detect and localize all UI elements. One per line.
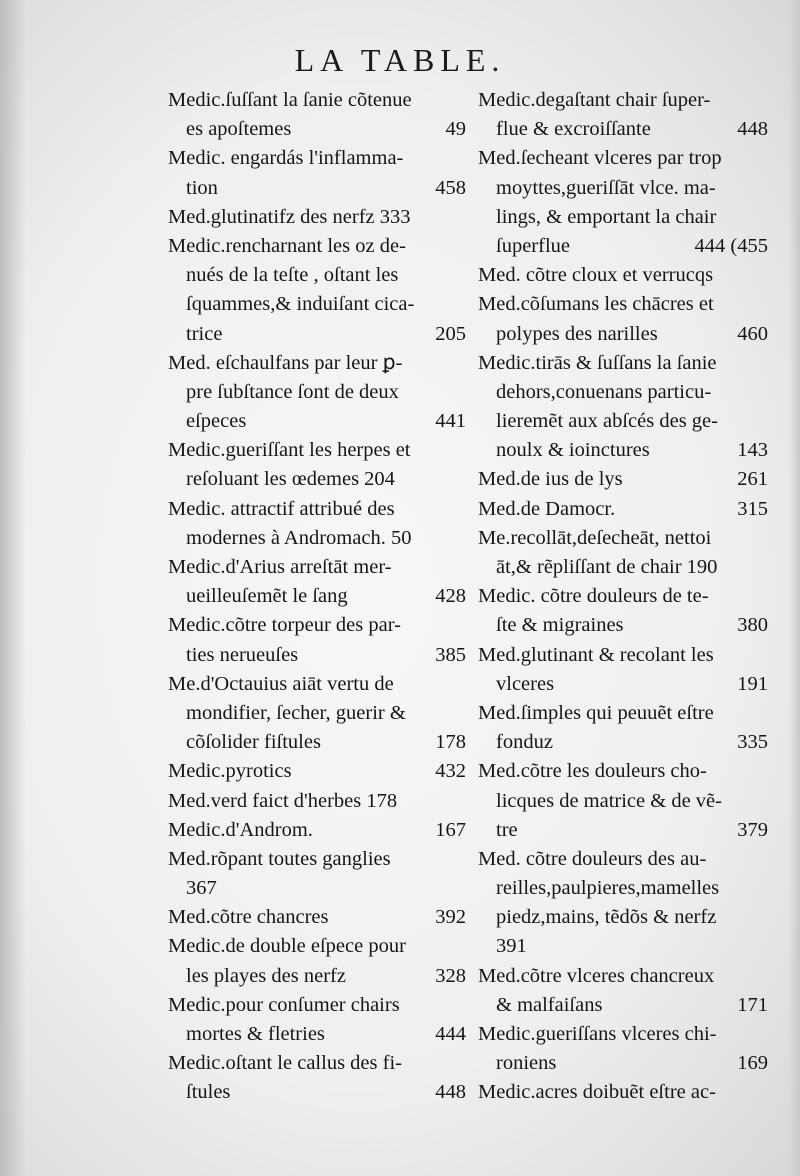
- index-entry-text: Me.d'Octauius aiāt vertu de: [168, 672, 394, 695]
- index-entry-text: Med.de ius de lys: [478, 468, 623, 491]
- index-entry-text: modernes à Andromach. 50: [186, 526, 412, 549]
- index-entry-text: reilles,paulpieres,mamelles: [496, 877, 720, 900]
- index-line: [478, 1020, 768, 1049]
- index-entry-text: piedz,mains, tẽdõs & nerfz: [496, 906, 717, 929]
- page-number: [760, 787, 768, 816]
- index-entry-text: Medic.cõtre torpeur des par-: [168, 614, 401, 637]
- page-number: [458, 991, 466, 1020]
- index-entry-text: polypes des narilles: [496, 322, 658, 345]
- index-line: [168, 115, 466, 144]
- index-line: [168, 845, 466, 874]
- index-entry-text: tre: [496, 818, 518, 841]
- index-entry-text: & malfaiſans: [496, 993, 603, 1016]
- index-line: [478, 378, 768, 407]
- index-line: [168, 728, 466, 757]
- index-entry-text: ueilleuſemẽt le ſang: [186, 585, 348, 608]
- index-line: [168, 290, 466, 319]
- index-line: [168, 232, 466, 261]
- index-line: [478, 641, 768, 670]
- index-line: [168, 611, 466, 640]
- page-number: [458, 290, 466, 319]
- index-entry-text: 367: [186, 877, 217, 900]
- page-number: [760, 261, 768, 290]
- page-number: [458, 611, 466, 640]
- index-line: [478, 524, 768, 553]
- index-line: [168, 1020, 466, 1049]
- page-number: [458, 232, 466, 261]
- page-number: [458, 874, 466, 903]
- index-entry-text: Medic.rencharnant les oz de-: [168, 234, 406, 257]
- index-line: [168, 874, 466, 903]
- index-entry-text: flue & excroiſſante: [496, 118, 651, 141]
- index-entry-text: mondifier, ſecher, guerir &: [186, 701, 406, 724]
- index-entry-text: ſtules: [186, 1081, 231, 1104]
- index-line: [168, 991, 466, 1020]
- index-line: [168, 903, 466, 932]
- index-line: [168, 757, 466, 786]
- index-line: [168, 816, 466, 845]
- page-number: 444 (455: [694, 234, 768, 257]
- index-line: [478, 903, 768, 932]
- index-line: [478, 290, 768, 319]
- index-line: [168, 524, 466, 553]
- index-entry-text: Medic.d'Androm.: [168, 818, 313, 841]
- page-number: [458, 787, 466, 816]
- page-number: [458, 144, 466, 173]
- index-entry-text: Medic. engardás l'inflamma-: [168, 147, 404, 170]
- page-number: [760, 1020, 768, 1049]
- index-entry-text: Med.de Damocr.: [478, 497, 616, 520]
- page-number: 385: [435, 643, 466, 666]
- page-number: [760, 553, 768, 582]
- page-number: 448: [435, 1081, 466, 1104]
- index-line: [478, 816, 768, 845]
- right-column: [478, 86, 768, 1108]
- index-entry-text: tion: [186, 176, 218, 199]
- page-number: 460: [737, 322, 768, 345]
- index-line: [478, 932, 768, 961]
- index-line: [478, 203, 768, 232]
- page-number: 191: [737, 672, 768, 695]
- index-line: [168, 1049, 466, 1078]
- page-gutter-shadow: [0, 0, 26, 1176]
- index-entry-text: licques de matrice & de vẽ-: [496, 789, 722, 812]
- page-number: [760, 407, 768, 436]
- page-number: 328: [435, 964, 466, 987]
- index-entry-text: fonduz: [496, 731, 553, 754]
- index-entry-text: Medic.ſuſſant la ſanie cõtenue: [168, 89, 412, 111]
- index-entry-text: Medic.acres doibuẽt eſtre ac-: [478, 1081, 716, 1104]
- page-edge-shadow: [788, 0, 800, 1176]
- index-line: [478, 115, 768, 144]
- page-number: [458, 86, 466, 115]
- index-line: [168, 1078, 466, 1107]
- index-entry-text: trice: [186, 322, 223, 345]
- index-entry-text: Med.cõtre vlceres chancreux: [478, 964, 715, 987]
- index-entry-text: lings, & emportant la chair: [496, 205, 717, 228]
- page-number: [760, 874, 768, 903]
- index-line: [168, 465, 466, 494]
- index-line: [168, 932, 466, 961]
- index-line: [478, 144, 768, 173]
- index-entry-text: cõſolider fiſtules: [186, 731, 321, 754]
- index-line: [478, 670, 768, 699]
- index-line: [168, 349, 466, 378]
- index-line: [168, 86, 466, 115]
- index-entry-text: eſpeces: [186, 410, 247, 433]
- index-entry-text: Medic.oſtant le callus des fi-: [168, 1052, 402, 1075]
- index-line: [478, 495, 768, 524]
- index-entry-text: Med.cõſumans les chācres et: [478, 293, 714, 316]
- index-entry-text: es apoſtemes: [186, 118, 292, 141]
- index-line: [168, 787, 466, 816]
- index-entry-text: Med.cõtre les douleurs cho-: [478, 760, 707, 783]
- index-entry-text: Med.verd faict d'herbes 178: [168, 789, 398, 812]
- page-title: LA TABLE.: [294, 42, 506, 78]
- page-number: [458, 699, 466, 728]
- index-entry-text: Medic.de double eſpece pour: [168, 935, 406, 958]
- page-number: [458, 524, 466, 553]
- page-number: 167: [435, 818, 466, 841]
- index-entry-text: Medic.gueriſſant les herpes et: [168, 439, 411, 462]
- page-number: [760, 144, 768, 173]
- index-line: [168, 378, 466, 407]
- index-line: [168, 553, 466, 582]
- index-line: [478, 962, 768, 991]
- index-line: [478, 991, 768, 1020]
- page-number: 143: [737, 439, 768, 462]
- index-entry-text: Med.ſecheant vlceres par trop: [478, 147, 722, 170]
- index-line: [478, 320, 768, 349]
- index-line: [478, 465, 768, 494]
- index-entry-text: roniens: [496, 1052, 557, 1075]
- index-line: [168, 144, 466, 173]
- index-line: [478, 86, 768, 115]
- index-line: [478, 845, 768, 874]
- page-number: [458, 261, 466, 290]
- page-number: [760, 203, 768, 232]
- index-line: [168, 320, 466, 349]
- page-number: [760, 903, 768, 932]
- index-entry-text: lieremẽt aux abſcés des ge-: [496, 410, 718, 433]
- index-entry-text: Med.rõpant toutes ganglies: [168, 847, 391, 870]
- index-entry-text: Me.recollāt,deſecheāt, nettoi: [478, 526, 712, 549]
- index-line: [168, 174, 466, 203]
- page-number: 49: [445, 118, 466, 141]
- index-line: [478, 728, 768, 757]
- page-number: [458, 670, 466, 699]
- index-entry-text: Med.cõtre chancres: [168, 906, 329, 929]
- index-entry-text: Med. cõtre cloux et verrucqs: [478, 264, 714, 287]
- page-number: 432: [435, 760, 466, 783]
- page-number: 205: [435, 322, 466, 345]
- page-number: [760, 524, 768, 553]
- index-entry-text: ties nerueuſes: [186, 643, 299, 666]
- index-line: [168, 670, 466, 699]
- index-entry-text: noulx & ioinctures: [496, 439, 650, 462]
- index-entry-text: vlceres: [496, 672, 555, 695]
- page-number: 261: [737, 468, 768, 491]
- index-line: [478, 174, 768, 203]
- index-line: [478, 407, 768, 436]
- index-entry-text: Med. eſchaulfans par leur ꝑ-: [168, 351, 403, 374]
- index-entry-text: pre ſubſtance ſont de deux: [186, 380, 399, 403]
- index-line: [168, 407, 466, 436]
- index-line: [478, 611, 768, 640]
- index-entry-text: ſte & migraines: [496, 614, 624, 637]
- page-number: [760, 757, 768, 786]
- page-number: 315: [737, 497, 768, 520]
- index-entry-text: āt,& rẽpliſſant de chair 190: [496, 556, 718, 578]
- page-number: [760, 290, 768, 319]
- index-entry-text: les playes des nerfz: [186, 964, 346, 987]
- index-entry-text: moyttes,gueriſſāt vlce. ma-: [496, 176, 716, 199]
- page-number: [458, 349, 466, 378]
- page-number: [760, 962, 768, 991]
- index-line: [478, 1078, 768, 1107]
- index-line: [168, 203, 466, 232]
- index-line: [168, 436, 466, 465]
- index-line: [478, 757, 768, 786]
- index-entry-text: Medic.gueriſſans vlceres chi-: [478, 1023, 717, 1045]
- index-line: [478, 1049, 768, 1078]
- page-number: [760, 174, 768, 203]
- page-number: [760, 378, 768, 407]
- page-number: [760, 699, 768, 728]
- page-number: [760, 582, 768, 611]
- index-entry-text: Medic.degaſtant chair ſuper-: [478, 89, 711, 111]
- index-entry-text: Medic. cõtre douleurs de te-: [478, 585, 709, 608]
- page-number: [458, 932, 466, 961]
- page-number: [458, 845, 466, 874]
- index-line: [168, 495, 466, 524]
- index-line: [478, 553, 768, 582]
- page-number: [458, 1049, 466, 1078]
- page-number: 178: [435, 731, 466, 754]
- page-number: [760, 641, 768, 670]
- page-number: [458, 495, 466, 524]
- index-entry-text: Med. cõtre douleurs des au-: [478, 847, 707, 870]
- page-number: 444: [435, 1023, 466, 1045]
- index-entry-text: mortes & fletries: [186, 1023, 325, 1045]
- page-number: [458, 203, 466, 232]
- index-line: [478, 699, 768, 728]
- index-line: [478, 261, 768, 290]
- page-number: 171: [737, 993, 768, 1016]
- index-line: [168, 699, 466, 728]
- page-number: 458: [435, 176, 466, 199]
- page-number: [458, 553, 466, 582]
- page-number: [760, 1078, 768, 1107]
- page-number: [760, 932, 768, 961]
- index-line: [168, 641, 466, 670]
- index-entry-text: Medic.pour conſumer chairs: [168, 993, 400, 1016]
- index-entry-text: reſoluant les œdemes 204: [186, 468, 395, 491]
- index-line: [478, 787, 768, 816]
- index-entry-text: ſuperflue: [496, 234, 570, 257]
- page-number: [458, 465, 466, 494]
- index-entry-text: Medic.pyrotics: [168, 760, 292, 783]
- page-number: 441: [435, 410, 466, 433]
- page-number: 448: [737, 118, 768, 141]
- index-line: [478, 349, 768, 378]
- index-entry-text: nués de la teſte , oſtant les: [186, 264, 399, 287]
- index-line: [168, 261, 466, 290]
- index-line: [478, 874, 768, 903]
- page-number: 392: [435, 906, 466, 929]
- page-number: 379: [737, 818, 768, 841]
- index-entry-text: dehors,conuenans particu-: [496, 380, 712, 403]
- page-number: [458, 378, 466, 407]
- index-entry-text: Medic.tirās & ſuſſans la ſanie: [478, 351, 717, 374]
- index-entry-text: Med.ſimples qui peuuẽt eſtre: [478, 701, 714, 724]
- index-line: [168, 962, 466, 991]
- page-number: [458, 436, 466, 465]
- index-line: [478, 232, 768, 261]
- index-line: [478, 582, 768, 611]
- index-entry-text: Medic. attractif attribué des: [168, 497, 395, 520]
- page-number: [760, 845, 768, 874]
- page-number: [760, 86, 768, 115]
- left-column: [168, 86, 466, 1108]
- index-line: [168, 582, 466, 611]
- page-number: 428: [435, 585, 466, 608]
- index-entry-text: 391: [496, 935, 527, 958]
- index-entry-text: Medic.d'Arius arreſtāt mer-: [168, 556, 392, 578]
- index-line: [478, 436, 768, 465]
- index-entry-text: Med.glutinant & recolant les: [478, 643, 714, 666]
- index-entry-text: Med.glutinatifz des nerfz 333: [168, 205, 411, 228]
- page-number: 335: [737, 731, 768, 754]
- index-entry-text: ſquammes,& induiſant cica-: [186, 293, 415, 316]
- page-number: 380: [737, 614, 768, 637]
- page-number: [760, 349, 768, 378]
- page-number: 169: [737, 1052, 768, 1075]
